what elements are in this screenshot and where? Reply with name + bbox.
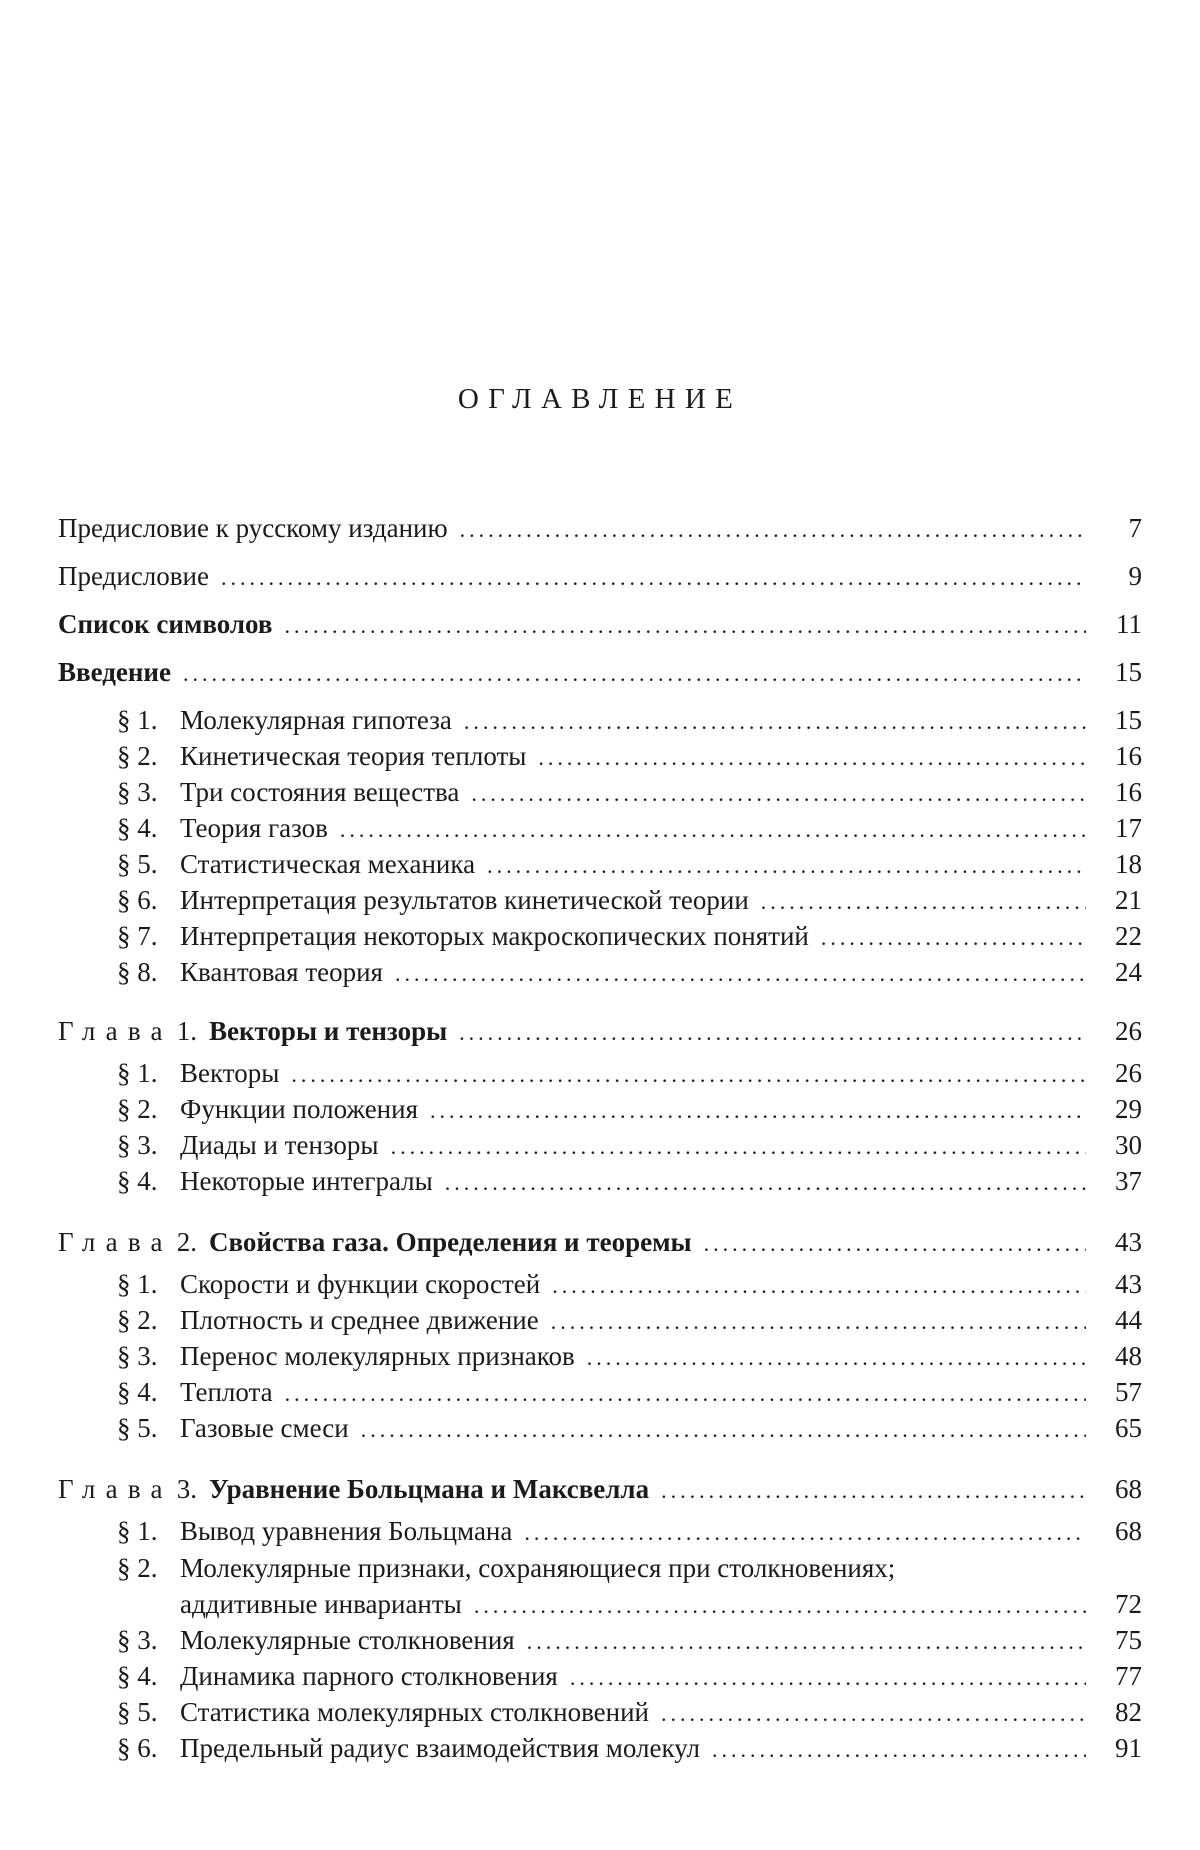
toc-entry-row [117,1376,1142,1408]
section-number: § 4. [117,813,158,843]
section-number: § 4. [117,1377,158,1407]
toc-entry-row [117,1624,1142,1656]
dot-leader [821,922,1086,954]
toc-entry-row [58,608,1142,640]
toc-entry-title: Молекулярная гипотеза [180,705,452,735]
toc-entry-title: Введение [58,657,171,687]
toc-chapter-row [58,1473,1142,1505]
toc-chapter-row [58,1015,1142,1047]
toc-entry-row [117,848,1142,880]
dot-leader [551,1306,1086,1338]
chapter-number: 2. [176,1227,197,1257]
toc-entry-label [117,884,749,916]
toc-entry-row [117,956,1142,988]
dot-leader [661,1698,1086,1730]
toc-entry-title: Плотность и среднее движение [180,1305,539,1335]
page-number: 29 [1115,1094,1142,1124]
section-number: § 2. [117,1094,158,1124]
toc-entry-title: Скорости и функции скоростей [180,1269,541,1299]
section-number: § 1. [117,1058,158,1088]
page-number: 22 [1115,921,1142,951]
dot-leader [661,1475,1086,1507]
toc-entry-row [117,1515,1142,1547]
toc-entry-label [117,1093,418,1125]
chapter-number: 3. [176,1474,197,1504]
toc-entry-title: Функции положения [180,1094,418,1124]
page-number: 43 [1115,1269,1142,1299]
page-number: 43 [1115,1227,1142,1257]
chapter-word: Глава [58,1016,173,1046]
toc-entry-label [58,512,448,544]
dot-leader [361,1414,1086,1446]
page-number: 17 [1115,813,1142,843]
chapter-number: 1. [176,1016,197,1046]
toc-entry-label [117,1376,273,1408]
section-number: § 2. [117,741,158,771]
toc-entry-title: Молекулярные признаки, сохраняющиеся при столкновениях; [180,1553,896,1583]
section-number: § 1. [117,1516,158,1546]
page-number: 77 [1115,1661,1142,1691]
page-number: 16 [1115,741,1142,771]
toc-entry-row [58,512,1142,544]
toc-entry-label [117,1624,515,1656]
toc-entry-label [117,812,328,844]
page-number: 37 [1115,1166,1142,1196]
toc-entry-title: Теплота [180,1377,273,1407]
dot-leader [395,958,1086,990]
page-number: 26 [1115,1016,1142,1046]
toc-entry-label [117,1552,895,1584]
section-number: § 3. [117,1130,158,1160]
toc-entry-title: Интерпретация результатов кинетической теории [180,885,749,915]
toc-entry-row [117,1268,1142,1300]
toc-entry-row [117,1165,1142,1197]
section-number: § 1. [117,705,158,735]
section-number: § 8. [117,957,158,987]
page-number: 91 [1115,1733,1142,1763]
toc-entry-title: Диады и тензоры [180,1130,379,1160]
dot-leader [391,1131,1086,1163]
toc-entry-title: Три состояния вещества [180,777,460,807]
toc-entry-row [58,560,1142,592]
dot-leader [430,1095,1086,1127]
toc-entry-title: аддитивные инварианты [180,1589,462,1619]
toc-entry-label [180,1588,462,1620]
dot-leader [474,1590,1086,1622]
page-number: 16 [1115,777,1142,807]
toc-entry-row [117,1552,1142,1584]
toc-entry-title: Кинетическая теория теплоты [180,741,527,771]
toc-entry-label [117,1340,575,1372]
dot-leader [285,1378,1086,1410]
page-number: 65 [1115,1413,1142,1443]
toc-entry-label [117,1165,433,1197]
toc-entry-label [117,776,459,808]
toc-entry-row [117,1696,1142,1728]
toc-entry-label [117,740,526,772]
toc-entry-title: Теория газов [180,813,328,843]
page-number: 15 [1115,657,1142,687]
toc-entry-label [58,608,272,640]
toc-entry-label [117,1412,349,1444]
toc-entry-title: Квантовая теория [180,957,383,987]
section-number: § 5. [117,1697,158,1727]
dot-leader [527,1626,1086,1658]
toc-entry-row [117,704,1142,736]
page-number: 30 [1115,1130,1142,1160]
toc-entry-row [117,740,1142,772]
section-number: § 4. [117,1661,158,1691]
toc-entry-title: Статистическая механика [180,849,476,879]
toc-entry-row [117,884,1142,916]
toc-entry-row [117,776,1142,808]
toc-entry-title: Предисловие к русскому изданию [58,513,448,543]
toc-entry-title: Векторы и тензоры [208,1016,448,1046]
dot-leader [284,610,1086,642]
toc-entry-label [117,1515,512,1547]
dot-leader [459,1017,1086,1049]
toc-entry-row [117,920,1142,952]
toc-entry-row [117,1129,1142,1161]
toc-entry-row [117,1340,1142,1372]
dot-leader [291,1059,1086,1091]
page-number: 24 [1115,957,1142,987]
dot-leader [587,1342,1086,1374]
section-number: § 5. [117,849,158,879]
dot-leader [761,886,1086,918]
section-number: § 4. [117,1166,158,1196]
toc-entry-row [117,1304,1142,1336]
toc-entry-title: Вывод уравнения Больцмана [180,1516,513,1546]
toc-entry-title: Список символов [58,609,273,639]
toc-entry-label [117,1696,649,1728]
dot-leader [712,1734,1086,1766]
toc-entry-row [117,812,1142,844]
section-number: § 5. [117,1413,158,1443]
dot-leader [221,562,1086,594]
page-number: 48 [1115,1341,1142,1371]
toc-entry-label [58,1226,692,1258]
toc-entry-row [117,1057,1142,1089]
section-number: § 2. [117,1305,158,1335]
toc-entry-label [117,956,383,988]
dot-leader [464,706,1086,738]
dot-leader [445,1167,1086,1199]
dot-leader [524,1517,1086,1549]
toc-entry-title: Некоторые интегралы [180,1166,433,1196]
toc-entry-title: Газовые смеси [180,1413,349,1443]
toc-entry-label [117,1732,700,1764]
page-number: 9 [1128,561,1142,591]
toc-entry-label [58,1015,447,1047]
page-number: 15 [1115,705,1142,735]
page-number: 21 [1115,885,1142,915]
toc-entry-title: Перенос молекулярных признаков [180,1341,575,1371]
toc-entry-title: Молекулярные столкновения [180,1625,515,1655]
page-number: 82 [1115,1697,1142,1727]
section-number: § 6. [117,885,158,915]
toc-entry-label [58,560,209,592]
dot-leader [340,814,1086,846]
page-number: 11 [1116,609,1142,639]
toc-entry-title: Предисловие [58,561,209,591]
toc-entry-label [117,1304,539,1336]
page-number: 72 [1115,1589,1142,1619]
page-number: 7 [1128,513,1142,543]
section-number: § 1. [117,1269,158,1299]
chapter-word: Глава [58,1227,173,1257]
toc-entry-label [117,920,809,952]
toc-entry-label [117,1268,540,1300]
toc-entry-title: Свойства газа. Определения и теоремы [208,1227,692,1257]
section-number: § 2. [117,1553,158,1583]
toc-entry-label [117,1057,279,1089]
dot-leader [552,1270,1086,1302]
toc-entry-label [117,1129,379,1161]
dot-leader [704,1228,1086,1260]
page-number: 18 [1115,849,1142,879]
toc-entry-row [117,1732,1142,1764]
toc-entry-label [117,1660,558,1692]
toc-entry-row [117,1093,1142,1125]
toc-entry-label [58,1473,649,1505]
dot-leader [471,778,1086,810]
dot-leader [487,850,1086,882]
toc-entry-label [117,704,452,736]
section-number: § 7. [117,921,158,951]
toc-entry-title: Интерпретация некоторых макроскопических понятий [180,921,809,951]
page-number: 44 [1115,1305,1142,1335]
page-number: 26 [1115,1058,1142,1088]
section-number: § 6. [117,1733,158,1763]
toc-entry-title: Статистика молекулярных столкновений [180,1697,649,1727]
page-number: 68 [1115,1516,1142,1546]
section-number: § 3. [117,1625,158,1655]
toc-entry-row [117,1412,1142,1444]
dot-leader [460,514,1086,546]
dot-leader [570,1662,1086,1694]
toc-entry-row [180,1588,1142,1620]
toc-entry-title: Уравнение Больцмана и Максвелла [208,1474,650,1504]
section-number: § 3. [117,1341,158,1371]
chapter-word: Глава [58,1474,173,1504]
toc-chapter-row [58,1226,1142,1258]
toc-entry-title: Предельный радиус взаимодействия молекул [180,1733,701,1763]
toc-entry-label [117,848,475,880]
page-number: 75 [1115,1625,1142,1655]
section-number: § 3. [117,777,158,807]
dot-leader [538,742,1086,774]
toc-entry-title: Векторы [180,1058,280,1088]
toc-entry-row [58,656,1142,688]
page-number: 57 [1115,1377,1142,1407]
page-number: 68 [1115,1474,1142,1504]
toc-entry-label [58,656,171,688]
toc-entry-row [117,1660,1142,1692]
toc-entry-title: Динамика парного столкновения [180,1661,558,1691]
page-title: ОГЛАВЛЕНИЕ [457,383,743,415]
dot-leader [183,658,1086,690]
